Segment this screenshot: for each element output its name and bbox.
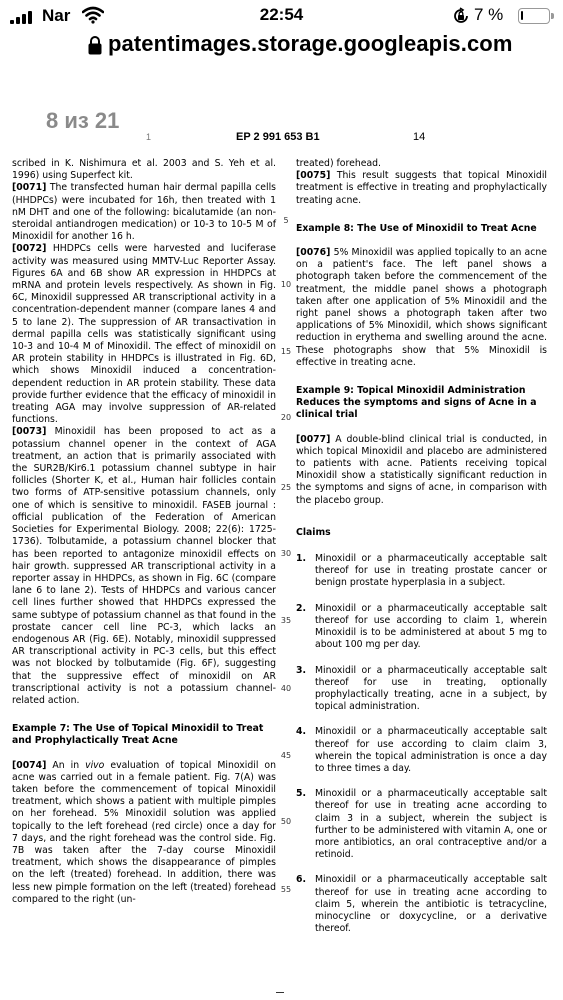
paragraph-0075 [296, 170, 547, 207]
patent-number: EP 2 991 653 B1 [236, 131, 320, 143]
paragraph-text: scribed in K. Nishimura et al. 2003 and S. Yeh et al. 1996) using Superfect kit. [12, 158, 276, 182]
line-number: 55 [280, 885, 292, 894]
paragraph-0077 [296, 434, 547, 507]
claim-item [296, 874, 547, 935]
address-bar[interactable] [0, 30, 563, 60]
claim-text: Minoxidil or a pharmaceutically acceptable salt thereof for use in treating, optionally prophylactically treating, acne in a subject, by topical administration. [315, 664, 547, 713]
paragraph-number: [0074] [12, 759, 47, 771]
line-number: 35 [280, 616, 292, 625]
paragraph-0071 [12, 182, 276, 243]
claim-text: Minoxidil or a pharmaceutically acceptable salt thereof for use according to claim 1, wherein Minoxidil is to be administered at about 5 mg to about 100 mg per day. [315, 602, 547, 651]
paragraph-text: This result suggests that topical Minoxidil treatment is effective in treating and prophylactically treating acne. [296, 170, 547, 206]
example-9-heading: Example 9: Topical Minoxidil Administration Reduces the symptoms and signs of Acne in a clinical trial [296, 385, 537, 421]
battery-level-fill [521, 11, 523, 20]
line-number: 5 [283, 216, 289, 225]
paragraph-number: [0076] [296, 247, 331, 259]
page-mark: 1 [146, 132, 152, 142]
claim-item [296, 553, 547, 590]
paragraph-number: [0071] [12, 182, 47, 194]
claim-text: Minoxidil or a pharmaceutically acceptable salt thereof for use in treating acne according to claim 5, wherein the antibiotic is tetracycline, minocycline or doxycycline, or a derivative thereof. [315, 874, 547, 935]
claim-number: 4. [296, 726, 307, 738]
claim-number: 5. [296, 788, 307, 800]
paragraph-text: 5% Minoxidil was applied topically to an acne on a patient's face. The left panel shows a photograph taken before the commencement of the treatment, the middle panel shows a photograph taken after one application of 5% Minoxidil and the right panel shows a photograph taken after two applications of 5% Minoxidil, which shows significant reduction in erythema and swelling around the acne. These photographs show that 5% Minoxidil is effective in treating acne. [296, 247, 547, 368]
paragraph [12, 158, 276, 182]
pdf-page[interactable] [0, 60, 563, 1000]
claim-text: Minoxidil or a pharmaceutically acceptable salt thereof for use according to claim claim 3, wherein the topical administration is once a day to three times a day. [315, 726, 547, 774]
claim-number: 1. [296, 553, 307, 565]
padlock-icon [88, 35, 102, 55]
status-bar [0, 0, 563, 30]
paragraph-number: [0072] [12, 243, 47, 255]
url-text[interactable]: patentimages.storage.googleapis.com [108, 31, 513, 56]
battery-percentage: 7 % [474, 5, 504, 24]
page-counter: 8 из 21 [46, 108, 120, 133]
line-number: 10 [280, 280, 292, 289]
paragraph-text: HHDPCs cells were harvested and luciferase activity was measured using MMTV-Luc Reporter Assay. Figures 6A and 6B show AR expression in HHDPCs at mRNA and protein levels respectively. As shown in Fig. 6C, Minoxidil suppressed AR transcriptional activity in a concentration-dependent manner (compare lanes 4 and 5 to lane 2). The suppression of AR transactivation in dermal papilla cells was statistically significant using 10-3 and 10-4 M of Minoxidil. The effect of minoxidil on AR protein stability in HHDPCs is illustrated in Fig. 6D, which shows Minoxidil induced a concentration-dependent reduction in AR protein stability. These data provide further evidence that the efficacy of minoxidil in treating AGA may involve suppression of AR-related functions. [12, 243, 276, 426]
line-number: 50 [280, 817, 292, 826]
paragraph-0073 [12, 426, 276, 707]
carrier-name: Nar [42, 6, 71, 25]
claim-number: 6. [296, 874, 307, 886]
battery-icon [518, 8, 550, 24]
claim-item [296, 788, 547, 861]
line-number: 15 [280, 347, 292, 356]
paragraph-text: The transfected human hair dermal papilla cells (HHDPCs) were incubated for 16h, then treated with 1 nM DHT and one of the following: bicalutamide (an non-steroidal antiandrogen medication) or 10-3 to 10-5 M of Minoxidil for another 16 h. [12, 182, 276, 243]
claim-text: Minoxidil or a pharmaceutically acceptable salt thereof for use in treating prostate cancer or benign prostate hyperplasia in a subject. [315, 553, 547, 589]
paragraph-number: [0075] [296, 170, 331, 182]
claim-item [296, 665, 547, 714]
claim-number: 3. [296, 664, 307, 676]
paragraph-text: treated) forehead. [296, 158, 381, 169]
example-7-heading: Example 7: The Use of Topical Minoxidil to Treat and Prophylactically Treat Acne [12, 723, 264, 747]
paragraph-0074 [12, 760, 276, 906]
claim-text: Minoxidil or a pharmaceutically acceptable salt thereof for use in treating acne according to claim 3 in a subject, wherein the subject is further to be administered with vitamin A, one or more antibiotics, an oral contraceptive and/or a retinoid. [315, 788, 547, 861]
line-number: 40 [280, 684, 292, 693]
line-number: 45 [280, 751, 292, 760]
claims-heading: Claims [296, 526, 331, 538]
line-number: 20 [280, 413, 292, 422]
paragraph [296, 158, 547, 170]
paragraph-0072 [12, 243, 276, 426]
orientation-lock-icon [452, 7, 470, 25]
claim-item [296, 603, 547, 652]
paragraph-number: [0073] [12, 426, 47, 438]
example-8-heading: Example 8: The Use of Minoxidil to Treat Acne [296, 222, 537, 234]
italic-term: vivo [85, 759, 105, 771]
paragraph-text: An in [52, 759, 86, 771]
paragraph-number: [0077] [296, 433, 331, 445]
paragraph-text: A double-blind clinical trial is conducted, in which topical Minoxidil and placebo are administered to patients with acne. Patients receiving topical Minoxidil show a statistically significant reduction in the symptoms and signs of acne, in comparison with the placebo group. [296, 433, 547, 506]
claim-item [296, 726, 547, 775]
claim-number: 2. [296, 602, 307, 614]
page-bottom-mark [276, 992, 284, 998]
line-number: 30 [280, 549, 292, 558]
left-column [12, 158, 276, 906]
paragraph-0076 [296, 247, 547, 369]
clock: 22:54 [259, 5, 304, 24]
paragraph-text: evaluation of topical Minoxidil on acne was carried out in a female patient. Fig. 7(A) was taken before the commencement of topical Minoxidil treatment, which shows a patient with multiple pimples on her forehead. 5% Minoxidil solution was applied topically to the left forehead (red circle) once a day for 7 days, and the right forehead was the control side. Fig. 7B was taken after the 7-day course Minoxidil treatment, which shows the disappearance of pimples on the left (treated) forehead. In addition, there was less new pimple formation on the left (treated) forehead compared to the right (un- [12, 759, 276, 905]
line-number: 25 [280, 483, 292, 492]
page-number: 14 [413, 131, 426, 143]
paragraph-text: Minoxidil has been proposed to act as a potassium channel opener in the context of AGA treatment, an action that is primarily associated with the SUR2B/Kir6.1 potassium channel subtype in hair follicles (Shorter K, et al., Human hair follicles contain two forms of ATP-sensitive potassium channels, only one of which is sensitive to minoxidil. FASEB journal : official publication of the Federation of American Societies for Experimental Biology. 2008; 22(6): 1725-1736). Tolbutamide, a potassium channel blocker that has been reported to antagonize minoxidil effects on hair growth. suppressed AR transcriptional activity in a reporter assay in HHDPCs, as shown in Fig. 6C (compare lane 6 to lane 2). Tests of HHDPCs and various cancer cell lines further showed that HHDPCs expressed the same subtype of potassium channel as that found in the prostate cancer cell line PC-3, which lacks an endogenous AR (Fig. 6E). Notably, minoxidil suppressed AR transcriptional activity in PC-3 cells, but this effect was not blocked by tolbutamide (Fig. 6F), suggesting that the suppressive effect of minoxidil on AR transcriptional activity is not a potassium channel-related action. [12, 426, 276, 706]
right-column [296, 158, 547, 948]
